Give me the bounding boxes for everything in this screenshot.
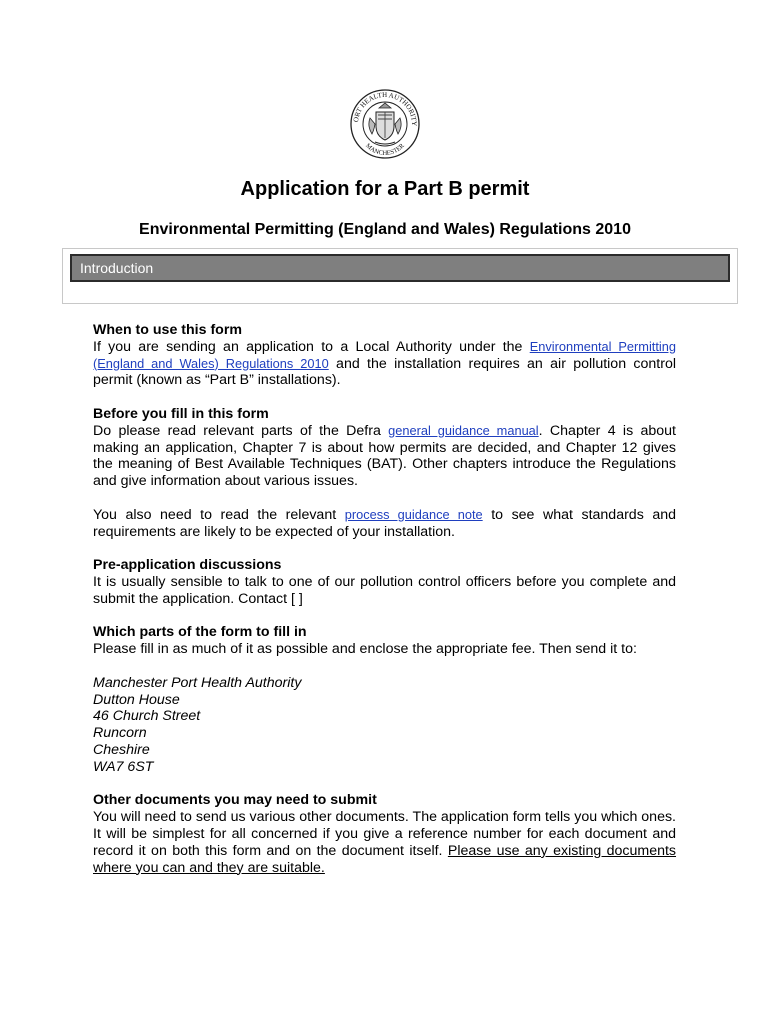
address-line: Dutton House	[93, 691, 180, 708]
introduction-box	[62, 248, 738, 304]
section-paragraph: It is usually sensible to talk to one of our pollution control officers before you complete and submit the application. Contact [ ]	[93, 573, 676, 607]
regulations-link[interactable]: Environmental Permitting (England and Wales) Regulations 2010	[93, 338, 676, 371]
seal-text-top: ORT HEALTH AUTHORITY	[352, 90, 419, 127]
address-line: Cheshire	[93, 741, 150, 758]
section-process-guidance	[93, 507, 676, 541]
page-subtitle: Environmental Permitting (England and Wales) Regulations 2010	[139, 221, 631, 238]
section-pre-application	[93, 557, 676, 607]
section-when-to-use	[93, 322, 676, 389]
introduction-header: Introduction	[70, 254, 730, 282]
guidance-manual-link[interactable]: general guidance manual	[388, 422, 539, 438]
section-heading: Other documents you may need to submit	[93, 792, 377, 809]
underlined-note: Please use any existing documents where you can and they are suitable.	[93, 842, 677, 876]
process-guidance-link[interactable]: process guidance note	[344, 506, 483, 522]
section-paragraph: You will need to send us various other documents. The application form tells you which ones. It will be simplest for all concerned if you give a reference number for each document and record it on both this form and on the document itself. Please use any existing documents where you can and they are suitable.	[93, 809, 677, 876]
section-which-parts	[93, 624, 676, 658]
postal-address	[93, 675, 676, 776]
section-paragraph: You also need to read the relevant process guidance note to see what standards and requirements are likely to be expected of your installation.	[93, 506, 676, 540]
section-paragraph: If you are sending an application to a Local Authority under the Environmental Permitting (England and Wales) Regulations 2010 and the installation requires an air pollution control permit (known as “Part B” installations).	[93, 338, 676, 389]
address-line: 46 Church Street	[93, 708, 201, 725]
section-paragraph: Please fill in as much of it as possible and enclose the appropriate fee. Then send it to:	[93, 641, 637, 658]
port-health-authority-seal	[345, 88, 425, 160]
address-line: Manchester Port Health Authority	[93, 674, 302, 691]
section-paragraph: Do please read relevant parts of the Defra general guidance manual. Chapter 4 is about making an application, Chapter 7 is about how permits are decided, and Chapter 12 gives the meaning of Best Available Techniques (BAT). Other chapters introduce the Regulations and give information about various issues.	[93, 422, 676, 490]
document-body	[93, 322, 676, 893]
seal-text-bottom: MANCHESTER	[364, 142, 406, 158]
section-heading: Which parts of the form to fill in	[93, 624, 307, 641]
page-title: Application for a Part B permit	[240, 178, 530, 200]
address-line: WA7 6ST	[93, 758, 154, 775]
section-heading: Before you fill in this form	[93, 405, 269, 422]
section-heading: When to use this form	[93, 322, 242, 338]
section-heading: Pre-application discussions	[93, 557, 282, 574]
address-line: Runcorn	[93, 725, 147, 742]
section-before-you-fill	[93, 406, 676, 490]
section-other-documents	[93, 792, 676, 876]
